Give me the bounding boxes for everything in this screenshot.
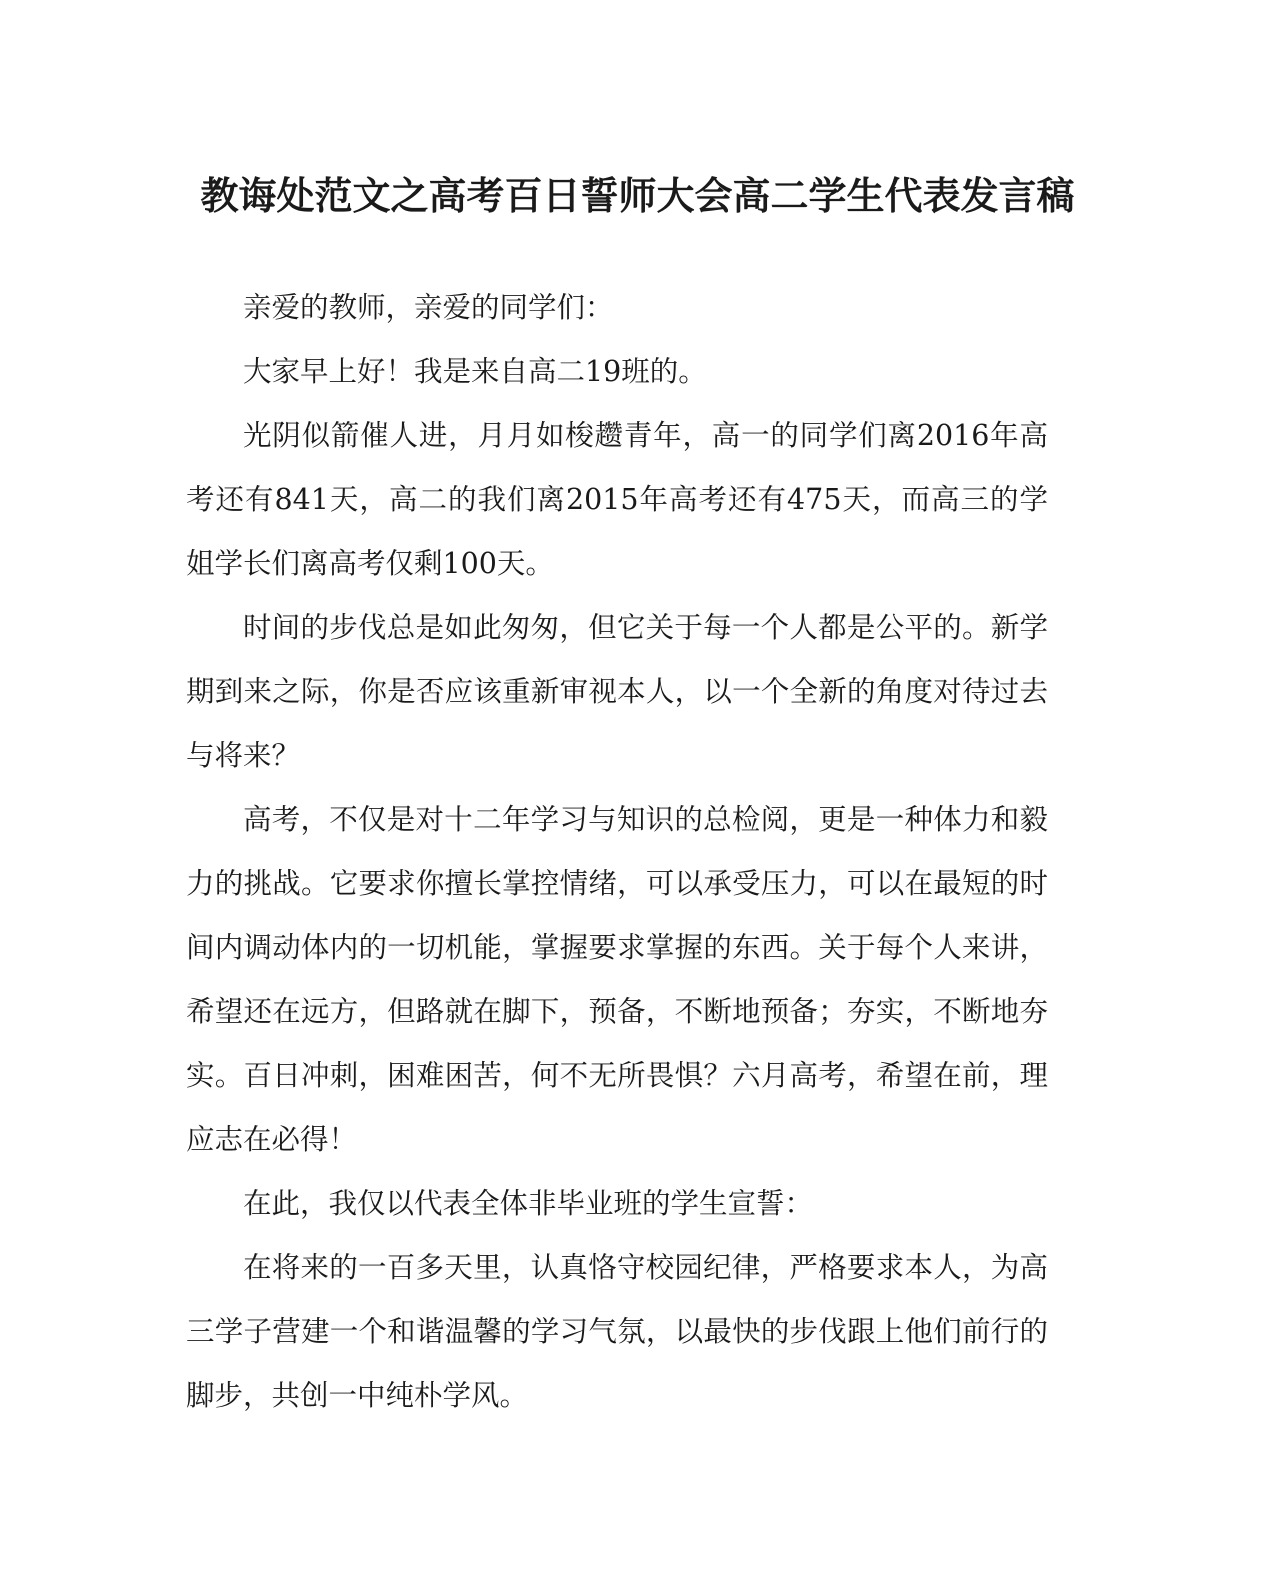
paragraph-gaokao: 高考，不仅是对十二年学习与知识的总检阅，更是一种体力和毅力的挑战。它要求你擅长掌控情绪，可以承受压力，可以在最短的时间内调动体内的一切机能，掌握要求掌握的东西。关于每个人来讲，希望还在远方，但路就在脚下，预备，不断地预备；夯实，不断地夯实。百日冲刺，困难困苦，何不无所畏惧？六月高考，希望在前，理应志在必得！ xyxy=(186,803,1048,1156)
paragraph-intro: 大家早上好！我是来自高二19班的。 xyxy=(243,355,707,388)
paragraph-countdown: 光阴似箭催人进，月月如梭趱青年，高一的同学们离2016年高考还有841天，高二的我们离2015年高考还有475天，而高三的学姐学长们离高考仅剩100天。 xyxy=(186,419,1048,580)
document-body xyxy=(186,276,1048,1428)
paragraph-oath-intro: 在此，我仅以代表全体非毕业班的学生宣誓： xyxy=(243,1187,814,1220)
paragraph-oath: 在将来的一百多天里，认真恪守校园纪律，严格要求本人，为高三学子营建一个和谐温馨的学习气氛，以最快的步伐跟上他们前行的脚步，共创一中纯朴学风。 xyxy=(186,1251,1048,1412)
paragraph-greeting: 亲爱的教师，亲爱的同学们： xyxy=(243,291,614,324)
document-title: 教诲处范文之高考百日誓师大会高二学生代表发言稿 xyxy=(200,173,1075,218)
paragraph-time: 时间的步伐总是如此匆匆，但它关于每一个人都是公平的。新学期到来之际，你是否应该重新审视本人，以一个全新的角度对待过去与将来？ xyxy=(186,611,1048,772)
